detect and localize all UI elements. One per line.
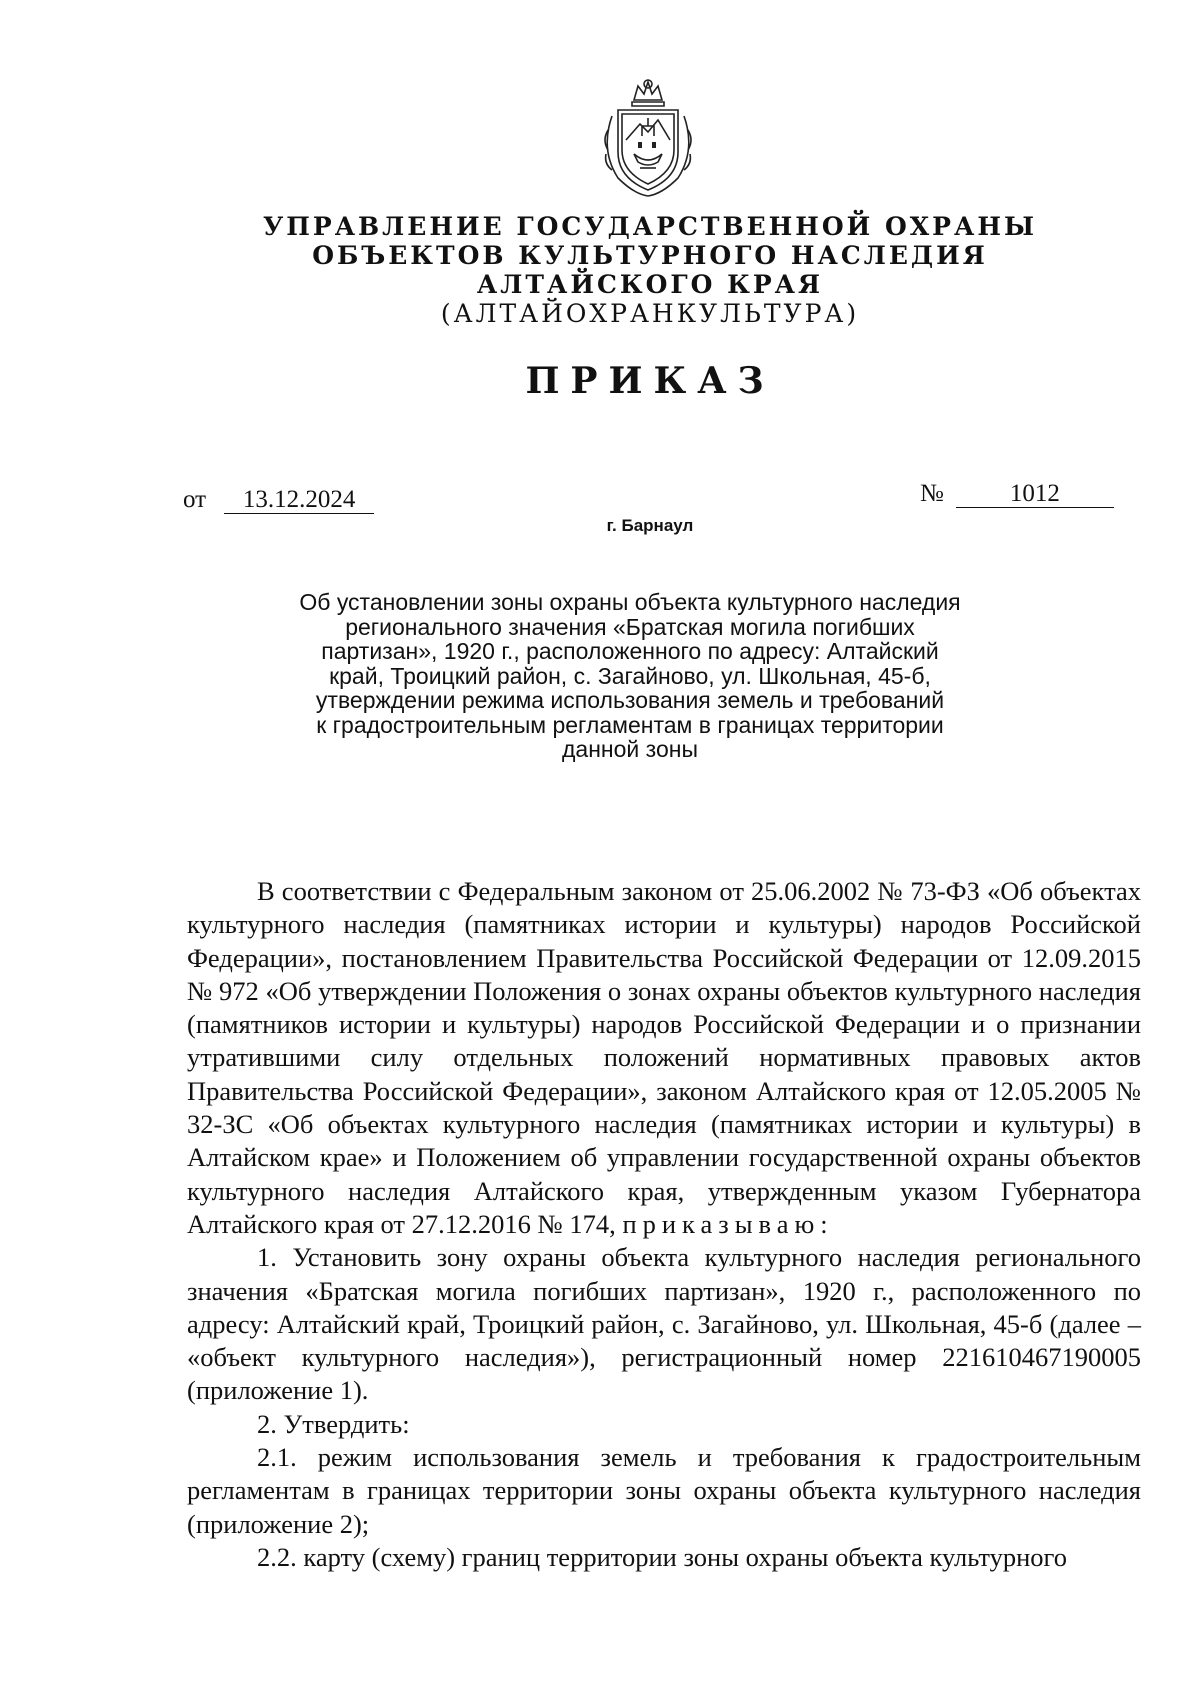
number-value: 1012 [956,481,1114,508]
agency-name-line-3: АЛТАЙСКОГО КРАЯ [476,270,824,299]
item-2-paragraph: 2. Утвердить: [257,1408,410,1439]
order-body [187,875,1141,1574]
agency-name-block [0,212,1200,328]
date-field [183,486,374,514]
subject-line: данной зоны [562,736,698,762]
number-field [920,480,1114,508]
document-type-title: ПРИКАЗ [525,360,775,402]
subject-line: край, Троицкий район, с. Загайново, ул. Школьная, 45-б, [329,662,931,689]
order-word: приказываю: [622,1208,834,1239]
subject-line: Об установлении зоны охраны объекта культурного наследия [299,589,961,615]
subject-line: регионального значения «Братская могила погибших [345,613,915,640]
preamble-paragraph [187,875,1141,1241]
subject-line: к градостроительным регламентам в границах территории [316,711,944,738]
item-2-1-paragraph: 2.1. режим использования земель и требования к градостроительным регламентам в границах территории зоны охраны объекта культурного наследия (приложение 2); [187,1442,1141,1539]
coat-of-arms-emblem [594,70,702,198]
agency-short-name: (АЛТАЙОХРАНКУЛЬТУРА) [440,299,860,328]
agency-name-line-2: ОБЪЕКТОВ КУЛЬТУРНОГО НАСЛЕДИЯ [312,241,988,270]
agency-name-line-1: УПРАВЛЕНИЕ ГОСУДАРСТВЕННОЙ ОХРАНЫ [263,212,1037,241]
date-value: 13.12.2024 [224,487,374,514]
order-subject [240,590,1020,762]
item-1-paragraph: 1. Установить зону охраны объекта культурного наследия регионального значения «Братская могила погибших партизан», 1920 г., расположенного по адресу: Алтайский край, Троицкий район, с. Загайново, ул. Школьная, 45-б (далее – «объект культурного наследия»), регистрационный номер 221610467190005 (приложение 1). [187,1242,1141,1406]
city-name: г. Барнаул [606,516,694,535]
subject-line: партизан», 1920 г., расположенного по адресу: Алтайский [321,638,939,664]
item-2-2-paragraph: 2.2. карту (схему) границ территории зоны охраны объекта культурного [257,1541,1067,1572]
date-prefix: от [183,486,207,513]
preamble-text: В соответствии с Федеральным законом от 25.06.2002 № 73-ФЗ «Об объектах культурного наследия (памятниках истории и культуры) народов Российской Федерации», постановлением Правительства Российской Федерации от 12.09.2015 № 972 «Об утверждении Положения о зонах охраны объектов культурного наследия (памятников истории и культуры) народов Российской Федерации и о признании утратившими силу отдельных положений нормативных правовых актов Правительства Российской Федерации», законом Алтайского края от 12.05.2005 № 32-ЗС «Об объектах культурного наследия (памятниках истории и культуры) в Алтайском крае» и Положением об управлении государственной охраны объектов культурного наследия Алтайского края, утвержденным указом Губернатора Алтайского края от 27.12.2016 № 174, [187,876,1141,1239]
number-prefix: № [920,480,944,507]
subject-line: утверждении режима использования земель и требований [315,687,945,713]
